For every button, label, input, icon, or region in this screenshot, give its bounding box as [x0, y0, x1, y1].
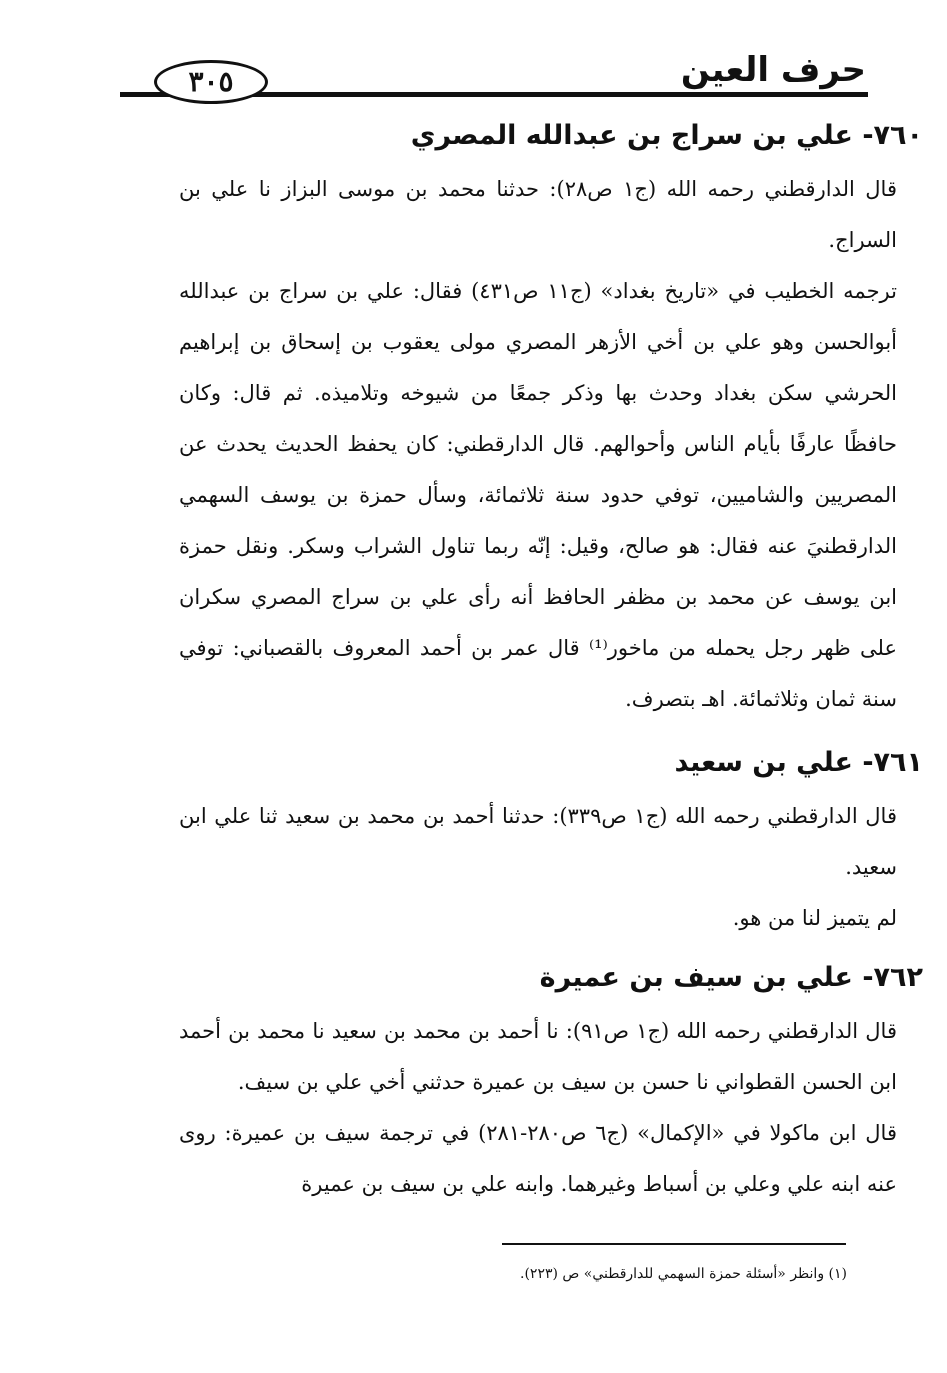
paragraph: ترجمه الخطيب في «تاريخ بغداد» (ج١١ ص٤٣١) فقال: علي بن سراج بن عبدالله أبوالحسن وهو علي بن أخي الأزهر المصري مولى يعقوب بن إسحاق بن إبراهيم الحرشي سكن بغداد وحدث بها وذكر جمعًا من شيوخه وتلاميذه. ثم قال: وكان حافظًا عارفًا بأيام الناس وأحوالهم. قال الدارقطني: كان يحفظ الحديث يحدث عن المصريين والشاميين، توفي حدود سنة ثلاثمائة، وسأل حمزة بن يوسف السهمي الدارقطنيَ عنه فقال: هو صالح، وقيل: إنّه ربما تناول الشراب وسكر. ونقل حمزة ابن يوسف عن محمد بن مظفر الحافظ أنه رأى علي بن سراج المصري سكران على ظهر رجل يحمله من ماخور⁽¹⁾ قال عمر بن أحمد المعروف بالقصباني: توفي سنة ثمان وثلاثمائة. اهـ بتصرف. — [179, 279, 897, 711]
paragraph: لم يتميز لنا من هو. — [732, 906, 897, 930]
footnote-rule — [502, 1243, 846, 1245]
entry-760 — [179, 116, 923, 725]
entry-762 — [179, 958, 923, 1210]
paragraph: قال الدارقطني رحمه الله (ج١ ص٩١): نا أحمد بن محمد بن سعيد نا محمد بن أحمد ابن الحسن القطواني نا حسن بن سيف بن عميرة حدثني أخي علي بن سيف. — [179, 1019, 897, 1094]
page-header — [120, 38, 868, 108]
entry-title: ٧٦١- علي بن سعيد — [674, 747, 923, 778]
chapter-title: حرف العين — [680, 50, 866, 90]
page-body — [179, 116, 923, 1210]
paragraph: قال ابن ماكولا في «الإكمال» (ج٦ ص٢٨٠-٢٨١) في ترجمة سيف بن عميرة: روى عنه ابنه علي وعلي بن أسباط وغيرهما. وابنه علي بن سيف بن عميرة — [179, 1121, 897, 1196]
entry-title: ٧٦٢- علي بن سيف بن عميرة — [539, 962, 923, 993]
page-number: ٣٠٥ — [154, 60, 268, 104]
entry-761 — [179, 743, 923, 944]
footnote: (١) وانظر «أسئلة حمزة السهمي للدارقطني» ص (٢٢٣). — [520, 1266, 847, 1282]
paragraph: قال الدارقطني رحمه الله (ج١ ص٣٣٩): حدثنا أحمد بن محمد بن سعيد ثنا علي ابن سعيد. — [179, 804, 897, 879]
entry-title: ٧٦٠- علي بن سراج بن عبدالله المصري — [410, 120, 923, 151]
paragraph: قال الدارقطني رحمه الله (ج١ ص٢٨): حدثنا محمد بن موسى البزاز نا علي بن السراج. — [179, 177, 897, 252]
